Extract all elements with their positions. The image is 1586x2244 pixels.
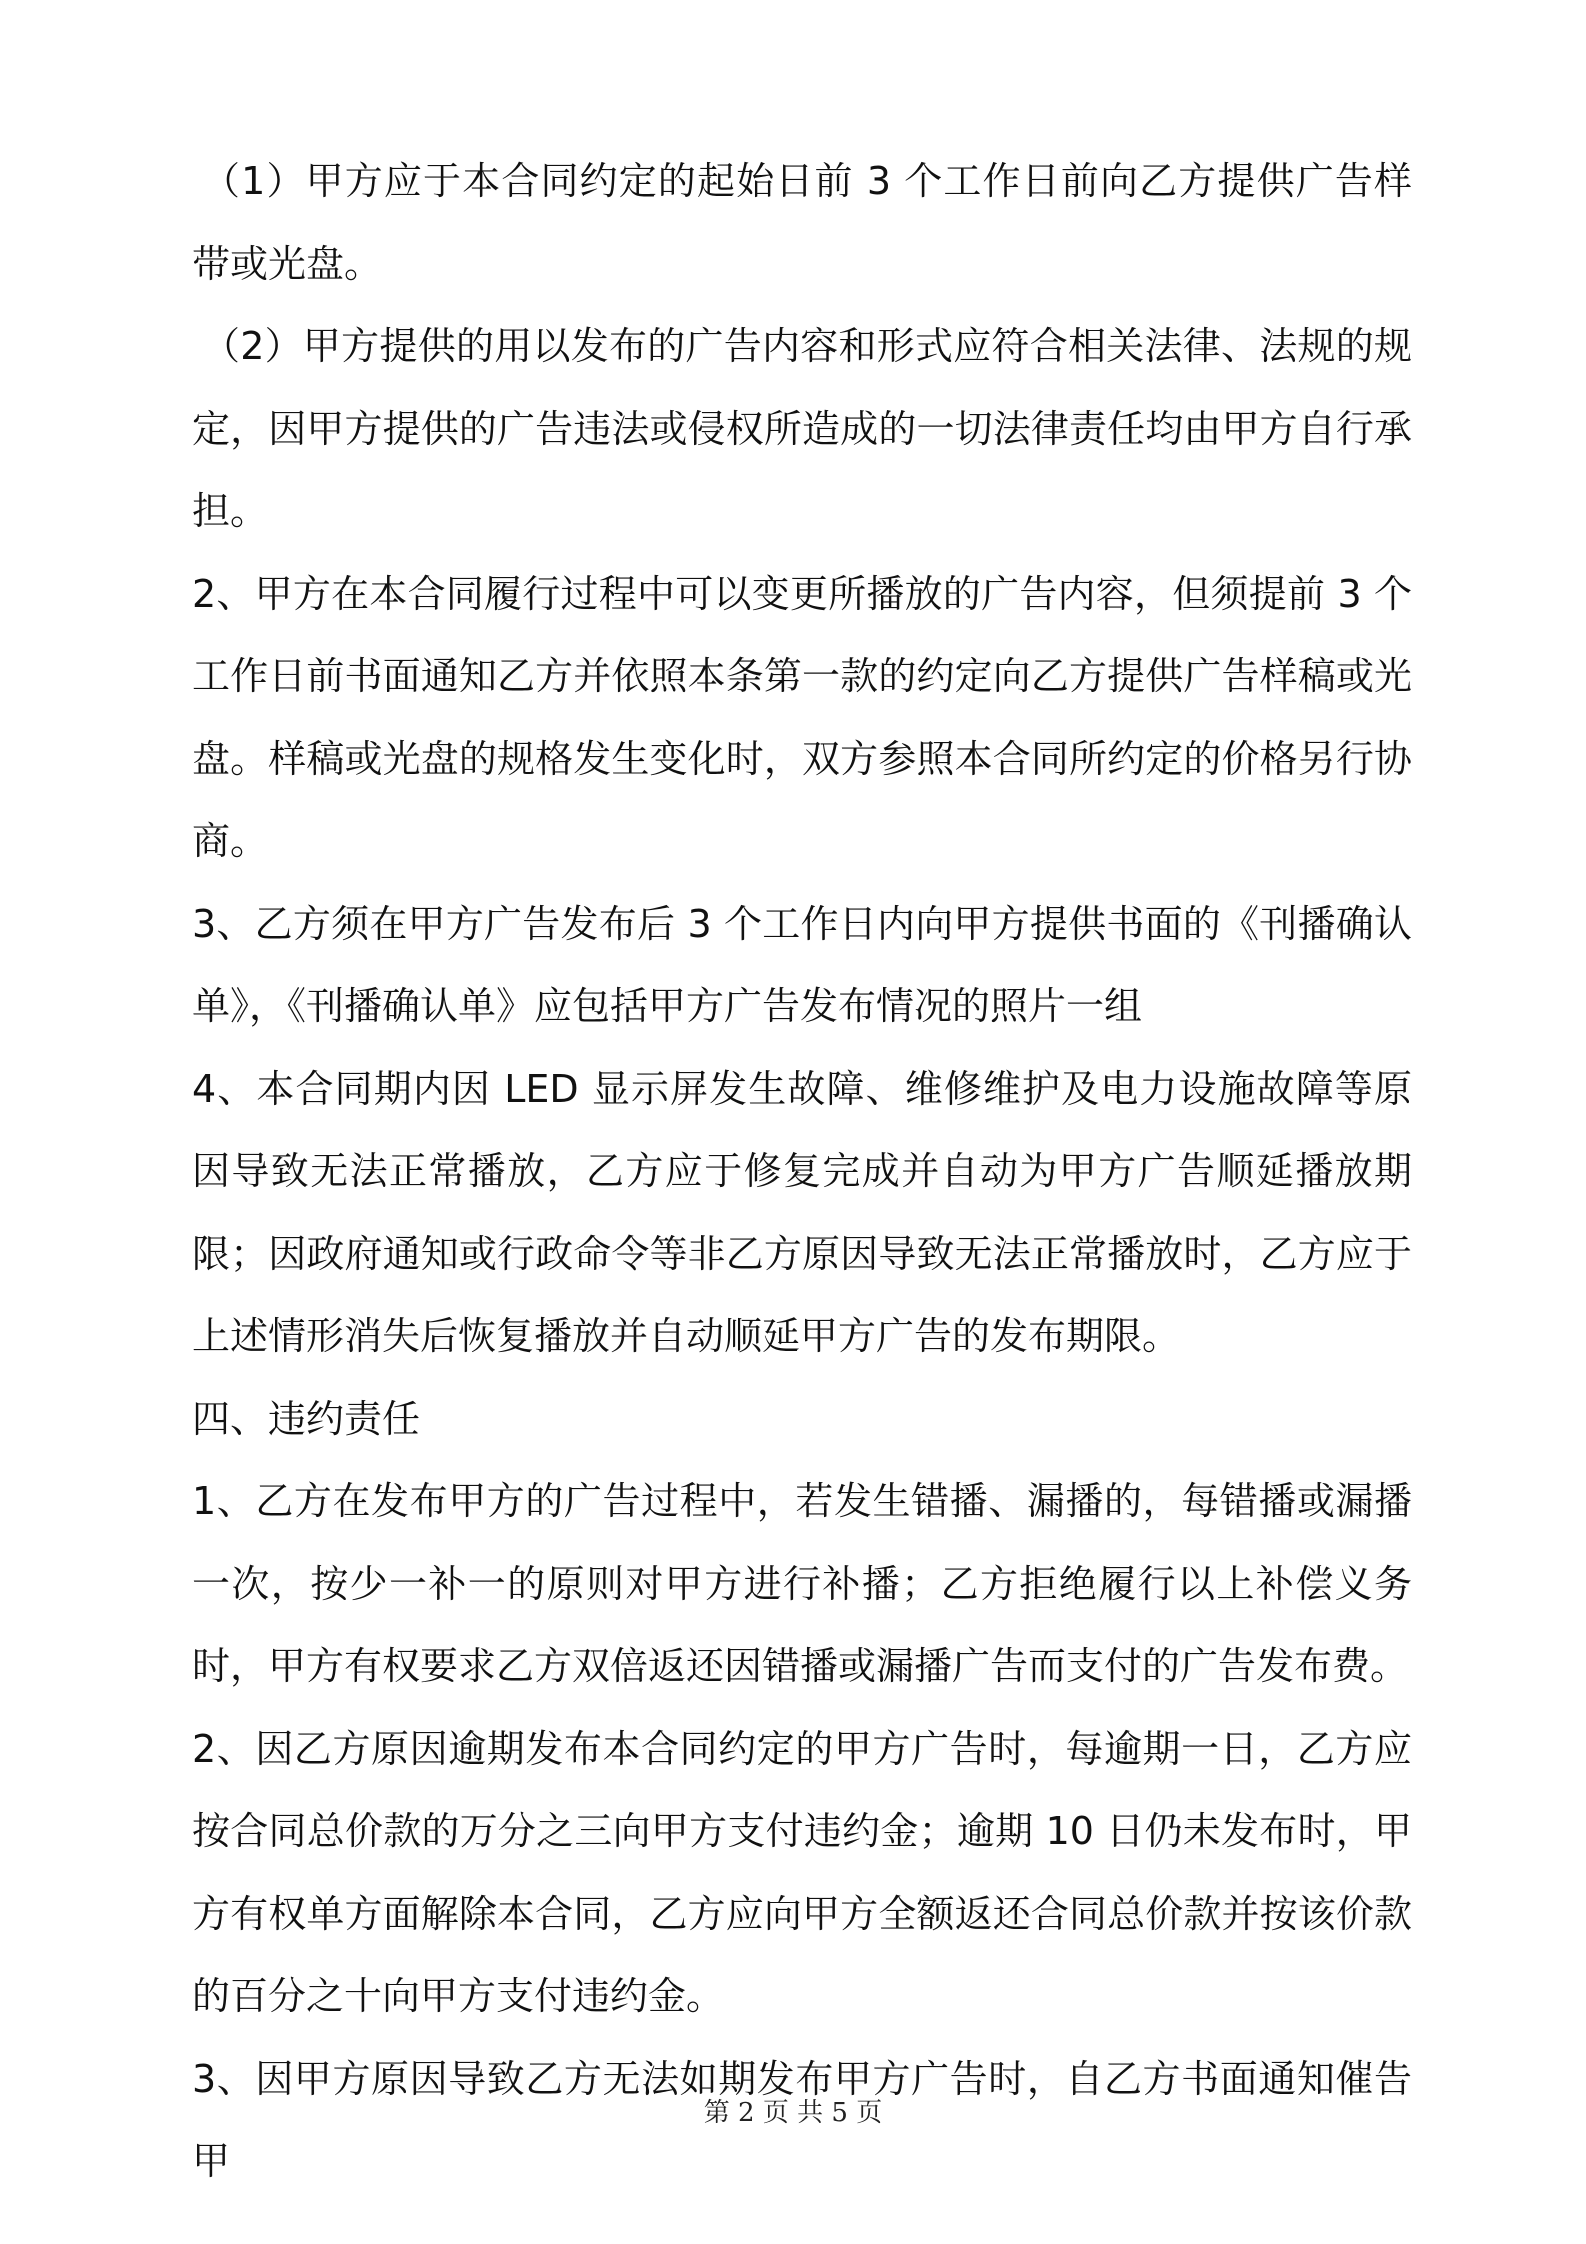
page-number-footer: 第 2 页 共 5 页 — [703, 2098, 883, 2128]
paragraph-1-1: （1）甲方应于本合同约定的起始日前 3 个工作日前向乙方提供广告样带或光盘。 — [192, 159, 1412, 286]
breach-clause-2: 2、因乙方原因逾期发布本合同约定的甲方广告时，每逾期一日，乙方应按合同总价款的万分之三向甲方支付违约金；逾期 10 日仍未发布时，甲方有权单方面解除本合同，乙方应向甲方全额返还合同总价款并按该价款的百分之十向甲方支付违约金。 — [192, 1726, 1412, 2018]
section-heading-breach-liability: 四、违约责任 — [192, 1396, 421, 1441]
paragraph-3: 3、乙方须在甲方广告发布后 3 个工作日内向甲方提供书面的《刊播确认单》，《刊播确认单》应包括甲方广告发布情况的照片一组 — [192, 901, 1412, 1028]
breach-clause-3: 3、因甲方原因导致乙方无法如期发布甲方广告时，自乙方书面通知催告甲 — [192, 2056, 1412, 2183]
paragraph-1-2: （2）甲方提供的用以发布的广告内容和形式应符合相关法律、法规的规定，因甲方提供的广告违法或侵权所造成的一切法律责任均由甲方自行承担。 — [192, 324, 1412, 533]
breach-clause-1: 1、乙方在发布甲方的广告过程中，若发生错播、漏播的，每错播或漏播一次，按少一补一的原则对甲方进行补播；乙方拒绝履行以上补偿义务时，甲方有权要求乙方双倍返还因错播或漏播广告而支付的广告发布费。 — [192, 1479, 1412, 1688]
document-body — [192, 140, 1412, 2203]
paragraph-4: 4、本合同期内因 LED 显示屏发生故障、维修维护及电力设施故障等原因导致无法正常播放，乙方应于修复完成并自动为甲方广告顺延播放期限；因政府通知或行政命令等非乙方原因导致无法正常播放时，乙方应于上述情形消失后恢复播放并自动顺延甲方广告的发布期限。 — [192, 1066, 1412, 1358]
paragraph-2: 2、甲方在本合同履行过程中可以变更所播放的广告内容，但须提前 3 个工作日前书面通知乙方并依照本条第一款的约定向乙方提供广告样稿或光盘。样稿或光盘的规格发生变化时，双方参照本合同所约定的价格另行协商。 — [192, 571, 1412, 863]
